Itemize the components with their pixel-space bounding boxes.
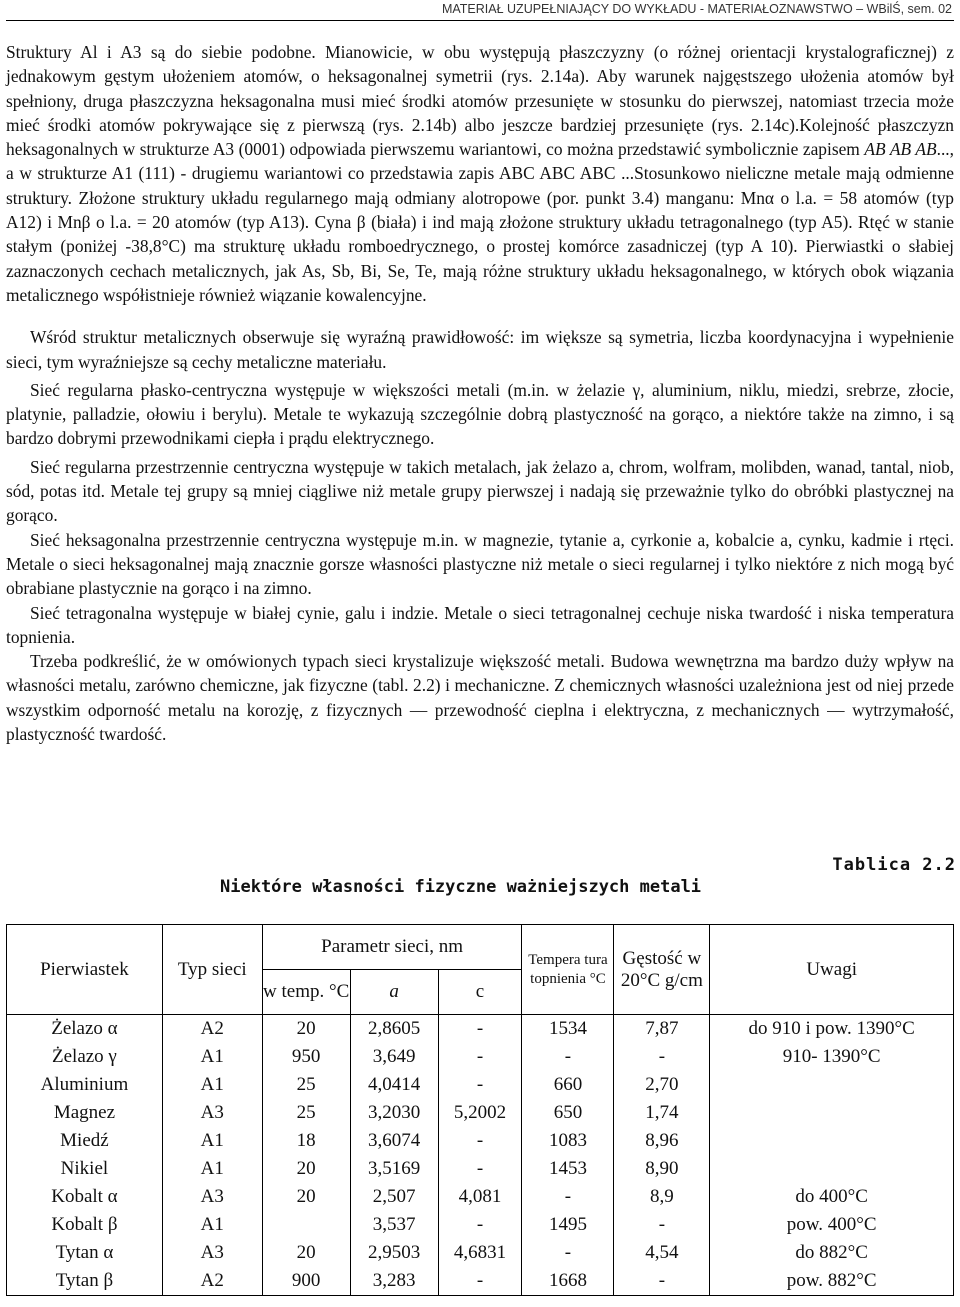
- header-c: c: [438, 970, 522, 1015]
- cell-notes: 910- 1390°C: [710, 1043, 954, 1071]
- cell-notes: [710, 1099, 954, 1127]
- cell-notes: do 910 i pow. 1390°C: [710, 1015, 954, 1044]
- paragraph-fcc: Sieć regularna płasko-centryczna występuje w większości metali (m.in. w żelazie γ, aluminium, niklu, miedzi, srebrze, złocie, platynie, palladzie, ołowiu i berylu). Metale te wykazują szczególnie dobrą plastyczność na gorąco, a niektóre także na zimno, i są bardzo dobrymi przewodnikami ciepła i prądu elektrycznego.: [6, 379, 954, 449]
- cell-temp: 25: [262, 1071, 350, 1099]
- cell-c: -: [438, 1015, 522, 1044]
- cell-temp: 25: [262, 1099, 350, 1127]
- cell-melt: -: [522, 1183, 614, 1211]
- cell-density: 7,87: [614, 1015, 710, 1044]
- cell-temp: 20: [262, 1015, 350, 1044]
- cell-type: A3: [162, 1183, 262, 1211]
- table-title: Niektóre własności fizyczne ważniejszych metali: [220, 877, 702, 897]
- cell-c: -: [438, 1155, 522, 1183]
- cell-melt: 1668: [522, 1267, 614, 1296]
- table-row: [7, 1099, 954, 1127]
- cell-density: 2,70: [614, 1071, 710, 1099]
- cell-a: 3,6074: [350, 1127, 438, 1155]
- cell-type: A1: [162, 1127, 262, 1155]
- cell-c: 4,6831: [438, 1239, 522, 1267]
- header-lattice: Parametr sieci, nm: [262, 925, 522, 970]
- cell-melt: 1495: [522, 1211, 614, 1239]
- table-row: [7, 1267, 954, 1296]
- cell-a: 3,2030: [350, 1099, 438, 1127]
- paragraph-summary: Trzeba podkreślić, że w omówionych typach sieci krystalizuje większość metali. Budowa wewnętrzna ma bardzo duży wpływ na własności metalu, zarówno chemiczne, jak fizyczne (tabl. 2.2) i mechaniczne. Z chemicznych własności uzależniona jest od niej przede wszystkim odporność metalu na korozję, z fizycznych — przewodność cieplna i elektryczna, z mechanicznych — wytrzymałość, plastyczność twardość.: [6, 651, 954, 745]
- table-row: [7, 1043, 954, 1071]
- paragraph-part: Struktury Al i A3 są do siebie podobne. Mianowicie, w obu występują płaszczyzny (o różnej orientacji krystalograficznej) z jednakowym gęstym ułożeniem atomów, o heksagonalnej symetrii (rys. 2.14a). Aby warunek najgęstszego ułożenia atomów był spełniony, druga płaszczyzna heksagonalna musi mieć środki atomów przesunięte w stosunku do pierwszej, natomiast trzecia może mieć środki atomów pokrywające się z pierwszą (rys. 2.14b) albo jeszcze bardziej przesunięte (rys. 2.14c).Kolejność płaszczyzn heksagonalnych w strukturze A3 (0001) odpowiada pierwszemu wariantowi, co można przedstawić symbolicznie zapisem: [6, 42, 954, 160]
- cell-type: A1: [162, 1211, 262, 1239]
- cell-density: -: [614, 1211, 710, 1239]
- cell-a: 3,649: [350, 1043, 438, 1071]
- table-row: [7, 1155, 954, 1183]
- cell-element: Kobalt β: [7, 1211, 163, 1239]
- cell-element: Tytan β: [7, 1267, 163, 1296]
- cell-melt: 1534: [522, 1015, 614, 1044]
- cell-element: Aluminium: [7, 1071, 163, 1099]
- page-header: MATERIAŁ UZUPEŁNIAJĄCY DO WYKŁADU - MATERIAŁOZNAWSTWO – WBilŚ, sem. 02: [441, 2, 952, 16]
- cell-element: Nikiel: [7, 1155, 163, 1183]
- cell-a: 3,537: [350, 1211, 438, 1239]
- cell-type: A3: [162, 1099, 262, 1127]
- cell-melt: 660: [522, 1071, 614, 1099]
- header-melting: Tempera tura topnienia °C: [522, 925, 614, 1015]
- cell-temp: 18: [262, 1127, 350, 1155]
- cell-type: A3: [162, 1239, 262, 1267]
- cell-notes: do 882°C: [710, 1239, 954, 1267]
- table-row: [7, 1071, 954, 1099]
- paragraph-regularity: Wśród struktur metalicznych obserwuje się wyraźną prawidłowość: im większe są symetria, liczba koordynacyjna i wypełnienie sieci, tym wyraźniejsze są cechy metaliczne materiału.: [6, 327, 954, 372]
- table-row: [7, 1239, 954, 1267]
- cell-c: -: [438, 1071, 522, 1099]
- cell-temp: 20: [262, 1155, 350, 1183]
- header-temp: w temp. °C: [262, 970, 350, 1015]
- cell-density: 8,90: [614, 1155, 710, 1183]
- cell-element: Miedź: [7, 1127, 163, 1155]
- header-density: Gęstość w 20°C g/cm: [614, 925, 710, 1015]
- cell-type: A2: [162, 1267, 262, 1296]
- cell-temp: 20: [262, 1239, 350, 1267]
- cell-temp: 950: [262, 1043, 350, 1071]
- paragraph-structures: [6, 40, 954, 307]
- cell-type: A1: [162, 1071, 262, 1099]
- cell-notes: [710, 1071, 954, 1099]
- header-rule: [6, 20, 954, 21]
- cell-notes: [710, 1127, 954, 1155]
- paragraph-part-italic: AB AB AB: [864, 139, 937, 160]
- cell-melt: 1083: [522, 1127, 614, 1155]
- cell-temp: 20: [262, 1183, 350, 1211]
- cell-c: -: [438, 1043, 522, 1071]
- cell-density: 8,96: [614, 1127, 710, 1155]
- cell-notes: [710, 1155, 954, 1183]
- cell-element: Kobalt α: [7, 1183, 163, 1211]
- cell-type: A2: [162, 1015, 262, 1044]
- cell-c: -: [438, 1267, 522, 1296]
- cell-element: Żelazo α: [7, 1015, 163, 1044]
- cell-a: 2,8605: [350, 1015, 438, 1044]
- cell-a: 3,5169: [350, 1155, 438, 1183]
- header-type: Typ sieci: [162, 925, 262, 1015]
- cell-temp: [262, 1211, 350, 1239]
- cell-melt: 650: [522, 1099, 614, 1127]
- cell-density: 1,74: [614, 1099, 710, 1127]
- cell-element: Żelazo γ: [7, 1043, 163, 1071]
- cell-notes: do 400°C: [710, 1183, 954, 1211]
- cell-c: -: [438, 1211, 522, 1239]
- cell-temp: 900: [262, 1267, 350, 1296]
- cell-density: -: [614, 1267, 710, 1296]
- header-element: Pierwiastek: [7, 925, 163, 1015]
- cell-c: 5,2002: [438, 1099, 522, 1127]
- body-text: [6, 40, 954, 746]
- paragraph-bcc: Sieć regularna przestrzennie centryczna występuje w takich metalach, jak żelazo a, chrom, wolfram, molibden, wanad, tantal, niob, sód, potas itd. Metale tej grupy są mniej ciągliwe niż metale grupy pierwszej i nadają się przeważnie tylko do obróbki plastycznej na gorąco.: [6, 456, 954, 526]
- cell-a: 2,9503: [350, 1239, 438, 1267]
- table-body: [7, 1015, 954, 1296]
- table-row: [7, 1015, 954, 1044]
- paragraph-part: ..., a w strukturze A1 (111) - drugiemu wariantowi co przedstawia zapis ABC ABC ABC ...Stosunkowo nieliczne metale mają odmienne struktury. Złożone struktury układu regularnego mają odmiany alotropowe (por. punkt 3.4) manganu: Mnα o l.a. = 58 atomów (typ A12) i Mnβ o l.a. = 20 atomów (typ A13). Cyna β (biała) i ind mają złożone struktury układu tetragonalnego (typ A5). Rtęć w stanie stałym (poniżej -38,8°C) ma strukturę układu romboedrycznego, o prostej komórce zasadniczej (typ A 10). Pierwiastki o słabiej zaznaczonych cechach metalicznych, jak As, Sb, Bi, Se, Te, mają różne struktury układu heksagonalnego, w których obok wiązania metalicznego współistnieje również wiązanie kowalencyjne.: [6, 139, 954, 305]
- cell-type: A1: [162, 1155, 262, 1183]
- cell-melt: 1453: [522, 1155, 614, 1183]
- cell-melt: -: [522, 1043, 614, 1071]
- paragraph-tetragonal: Sieć tetragonalna występuje w białej cynie, galu i indzie. Metale o sieci tetragonalnej cechuje niska twardość i niska temperatura topnienia.: [6, 602, 954, 647]
- cell-c: -: [438, 1127, 522, 1155]
- cell-c: 4,081: [438, 1183, 522, 1211]
- cell-element: Magnez: [7, 1099, 163, 1127]
- paragraph-hcp: Sieć heksagonalna przestrzennie centryczna występuje m.in. w magnezie, tytanie a, cyrkonie a, kobalcie a, cynku, kadmie i rtęci. Metale o sieci heksagonalnej mają znacznie gorsze własności plastyczne niż metale o sieci regularnej i tylko niektóre z nich mogą być obrabiane plastycznie na gorąco i na zimno.: [6, 529, 954, 599]
- header-notes: Uwagi: [710, 925, 954, 1015]
- cell-a: 4,0414: [350, 1071, 438, 1099]
- cell-a: 2,507: [350, 1183, 438, 1211]
- cell-a: 3,283: [350, 1267, 438, 1296]
- cell-type: A1: [162, 1043, 262, 1071]
- cell-density: -: [614, 1043, 710, 1071]
- cell-density: 8,9: [614, 1183, 710, 1211]
- table-row: [7, 1183, 954, 1211]
- cell-melt: -: [522, 1239, 614, 1267]
- cell-notes: pow. 400°C: [710, 1211, 954, 1239]
- cell-notes: pow. 882°C: [710, 1267, 954, 1296]
- table-row: [7, 1127, 954, 1155]
- cell-element: Tytan α: [7, 1239, 163, 1267]
- header-a: a: [350, 970, 438, 1015]
- cell-density: 4,54: [614, 1239, 710, 1267]
- table-row: [7, 1211, 954, 1239]
- table-label: Tablica 2.2: [832, 855, 956, 875]
- properties-table: [6, 924, 954, 1296]
